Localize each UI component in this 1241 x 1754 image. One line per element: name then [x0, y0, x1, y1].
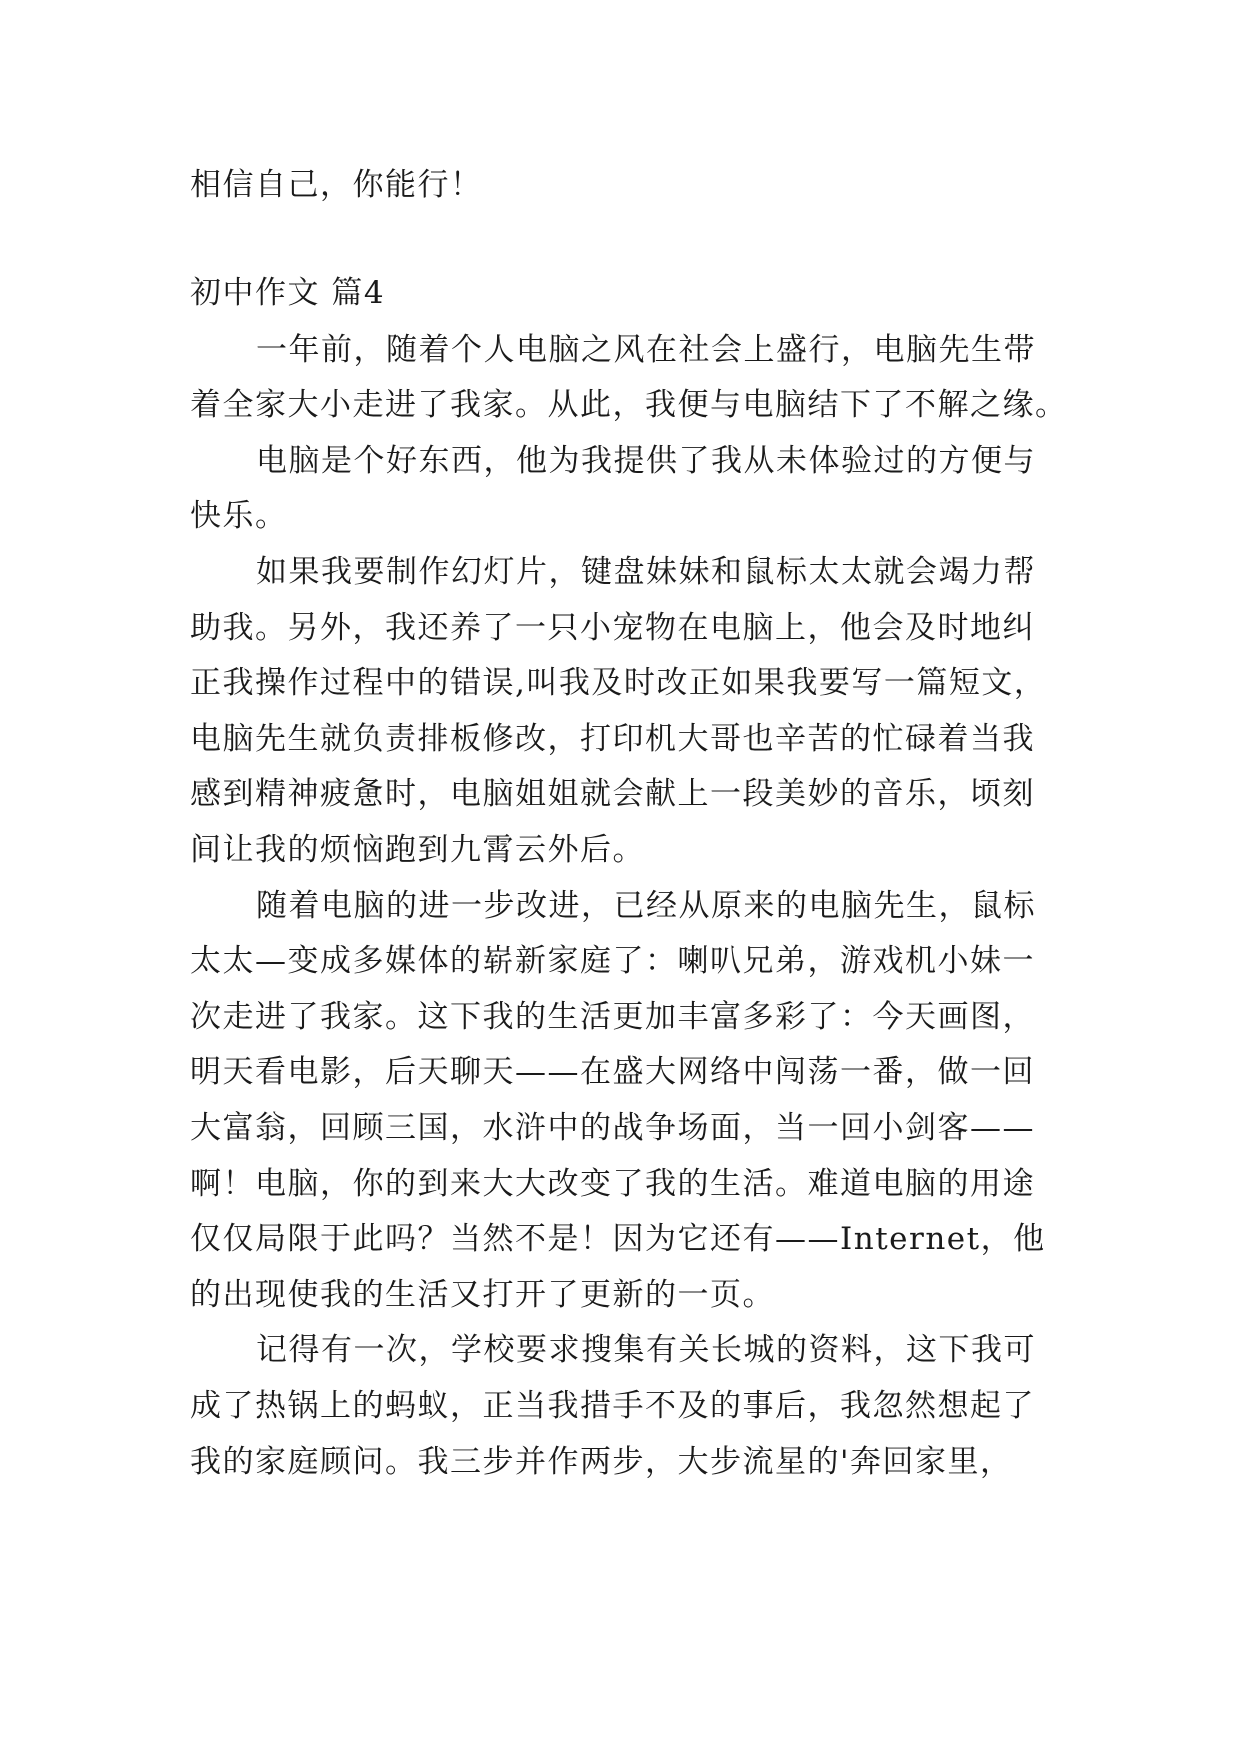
section-heading: 初中作文 篇4	[190, 275, 386, 311]
paragraph-4-line-6: 啊！电脑，你的到来大大改变了我的生活。难道电脑的用途	[190, 1166, 1035, 1202]
paragraph-2-line-1: 电脑是个好东西，他为我提供了我从未体验过的方便与	[256, 443, 1036, 479]
paragraph-4-line-2: 太太—变成多媒体的崭新家庭了：喇叭兄弟，游戏机小妹一	[190, 943, 1035, 979]
paragraph-3-line-3: 正我操作过程中的错误,叫我及时改正如果我要写一篇短文，	[190, 665, 1047, 701]
paragraph-5-line-3: 我的家庭顾问。我三步并作两步，大步流星的'奔回家里，	[190, 1444, 1013, 1480]
paragraph-5-line-1: 记得有一次，学校要求搜集有关长城的资料，这下我可	[256, 1332, 1036, 1368]
paragraph-3-line-6: 间让我的烦恼跑到九霄云外后。	[190, 832, 645, 868]
paragraph-4-line-8: 的出现使我的生活又打开了更新的一页。	[190, 1277, 775, 1313]
paragraph-3-line-5: 感到精神疲惫时，电脑姐姐就会献上一段美妙的音乐，顷刻	[190, 776, 1035, 812]
paragraph-4-line-5: 大富翁，回顾三国，水浒中的战争场面，当一回小剑客——	[190, 1110, 1035, 1146]
paragraph-2-line-2: 快乐。	[190, 498, 288, 534]
paragraph-5-line-2: 成了热锅上的蚂蚁，正当我措手不及的事后，我忽然想起了	[190, 1388, 1035, 1424]
paragraph-4-line-7: 仅仅局限于此吗？当然不是！因为它还有——Internet，他	[190, 1221, 1046, 1257]
paragraph-3-line-1: 如果我要制作幻灯片，键盘妹妹和鼠标太太就会竭力帮	[256, 554, 1036, 590]
paragraph-1-line-2: 着全家大小走进了我家。从此，我便与电脑结下了不解之缘。	[190, 387, 1068, 423]
paragraph-1-line-1: 一年前，随着个人电脑之风在社会上盛行，电脑先生带	[256, 332, 1036, 368]
paragraph-3-line-4: 电脑先生就负责排板修改，打印机大哥也辛苦的忙碌着当我	[190, 721, 1035, 757]
paragraph-4-line-1: 随着电脑的进一步改进，已经从原来的电脑先生，鼠标	[256, 888, 1036, 924]
paragraph-3-line-2: 助我。另外，我还养了一只小宠物在电脑上，他会及时地纠	[190, 610, 1035, 646]
paragraph-4-line-3: 次走进了我家。这下我的生活更加丰富多彩了：今天画图，	[190, 999, 1035, 1035]
paragraph-4-line-4: 明天看电影，后天聊天——在盛大网络中闯荡一番，做一回	[190, 1054, 1035, 1090]
closing-line: 相信自己，你能行！	[190, 167, 483, 203]
